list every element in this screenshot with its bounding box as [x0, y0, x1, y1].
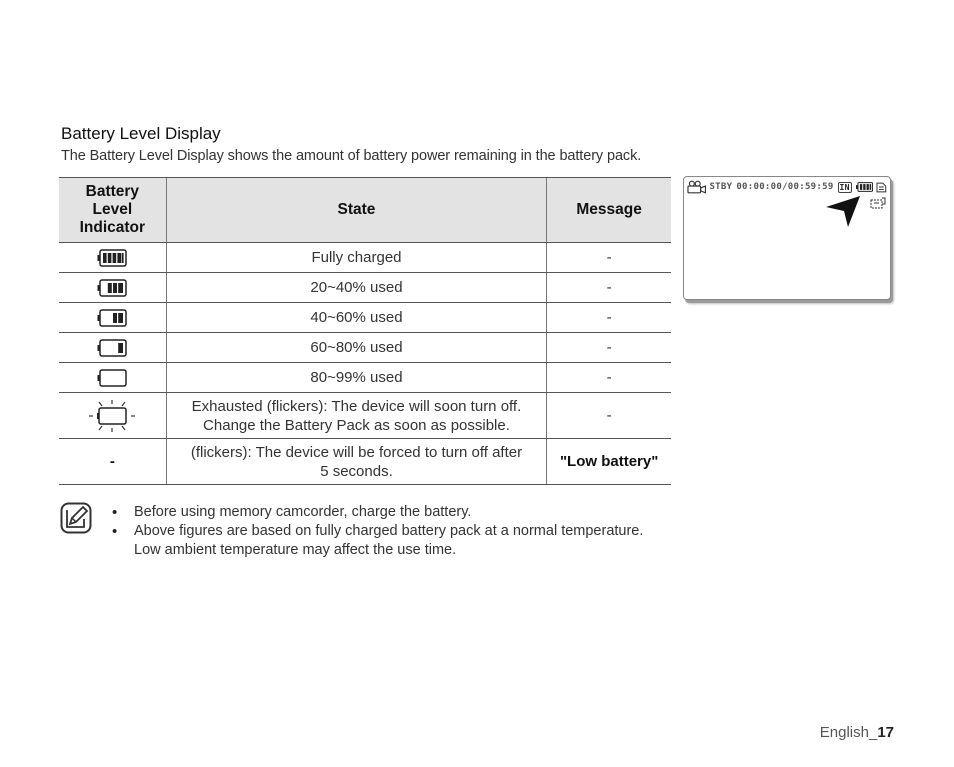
list-item: • Before using memory camcorder, charge the battery. — [112, 503, 643, 522]
message-cell: "Low battery" — [547, 439, 671, 485]
message-cell: - — [547, 393, 671, 439]
battery-3-bars-icon — [97, 279, 127, 297]
table-row — [59, 243, 671, 273]
state-cell: 80~99% used — [166, 363, 547, 393]
state-cell: 40~60% used — [166, 303, 547, 333]
battery-level-table — [59, 177, 671, 485]
note-pencil-icon — [60, 502, 92, 534]
table-row — [59, 333, 671, 363]
message-cell: - — [547, 273, 671, 303]
state-cell: Fully charged — [166, 243, 547, 273]
table-row — [59, 439, 671, 485]
pointer-arrow-icon — [826, 195, 862, 229]
state-cell: 60~80% used — [166, 333, 547, 363]
state-cell: 20~40% used — [166, 273, 547, 303]
page-footer — [820, 724, 894, 741]
memory-card-icon — [870, 197, 886, 209]
table-header-row — [59, 178, 671, 243]
storage-icon — [876, 181, 887, 193]
state-cell: Exhausted (flickers): The device will soon turn off. Change the Battery Pack as soon as possible. — [166, 393, 547, 439]
battery-1-bar-icon — [97, 339, 127, 357]
message-cell: - — [547, 243, 671, 273]
indicator-cell: - — [59, 439, 166, 485]
table-row — [59, 393, 671, 439]
message-cell: - — [547, 333, 671, 363]
message-cell: - — [547, 303, 671, 333]
battery-flicker-icon — [87, 398, 137, 434]
lcd-media: IN — [839, 182, 850, 192]
page-number: 17 — [877, 724, 894, 741]
section-title: Battery Level Display — [61, 124, 221, 143]
table-row — [59, 273, 671, 303]
battery-2-bars-icon — [97, 309, 127, 327]
list-item-continuation: Low ambient temperature may affect the use time. — [134, 542, 457, 558]
battery-icon — [856, 182, 874, 192]
battery-full-icon — [97, 249, 127, 267]
header-state: State — [166, 178, 547, 243]
table-row — [59, 303, 671, 333]
lcd-screen-illustration — [683, 176, 891, 300]
message-cell: - — [547, 363, 671, 393]
camera-mode-icon — [687, 180, 706, 194]
notes-list — [112, 503, 643, 560]
header-indicator: Battery Level Indicator — [59, 178, 166, 243]
table-row — [59, 363, 671, 393]
lcd-status: STBY — [709, 182, 733, 192]
lcd-timecode: 00:00:00/00:59:59 — [736, 182, 834, 192]
section-intro: The Battery Level Display shows the amount of battery power remaining in the battery pack. — [61, 148, 642, 164]
battery-empty-icon — [97, 369, 127, 387]
footer-language: English_ — [819, 724, 878, 741]
list-item: • Above figures are based on fully charged battery pack at a normal temperature. — [112, 522, 643, 541]
state-cell: (flickers): The device will be forced to turn off after 5 seconds. — [166, 439, 547, 485]
lcd-status-bar — [687, 179, 887, 195]
header-message: Message — [547, 178, 671, 243]
